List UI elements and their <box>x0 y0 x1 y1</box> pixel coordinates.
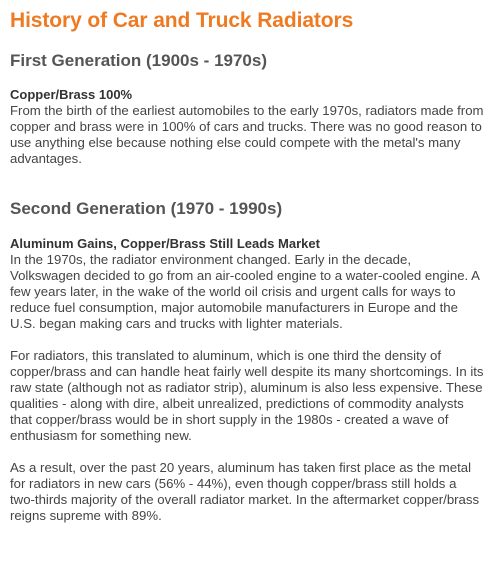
paragraph-second-generation-3: As a result, over the past 20 years, aluminum has taken first place as the metal for radiators in new cars (56% - 44%), even though copper/brass still holds a two-thirds majority of the overall radiator market. In the aftermarket copper/brass reigns supreme with 89%. <box>10 460 480 523</box>
section-heading-second-generation: Second Generation (1970 - 1990s) <box>10 199 283 218</box>
section-subheading-copper-brass: Copper/Brass 100% <box>10 87 133 102</box>
paragraph-second-generation-1: In the 1970s, the radiator environment changed. Early in the decade, Volkswagen decided to go from an air-cooled engine to a water-cooled engine. A few years later, in the wake of the world oil crisis and urgent calls for ways to reduce fuel consumption, major automobile manufacturers in Europe and the U.S. began making cars and trucks with lighter materials. <box>10 252 480 331</box>
section-heading-first-generation: First Generation (1900s - 1970s) <box>10 51 268 70</box>
section-subheading-aluminum-gains: Aluminum Gains, Copper/Brass Still Leads Market <box>10 236 320 251</box>
paragraph-second-generation-2: For radiators, this translated to aluminum, which is one third the density of copper/brass and can handle heat fairly well despite its many shortcomings. In its raw state (although not as radiator strip), aluminum is also less expensive. These qualities - along with dire, albeit unrealized, predictions of commodity analysts that copper/brass would be in short supply in the 1980s - created a wave of enthusiasm for something new. <box>10 348 484 443</box>
page-title: History of Car and Truck Radiators <box>10 9 354 32</box>
paragraph-first-generation: From the birth of the earliest automobiles to the early 1970s, radiators made from copper and brass were in 100% of cars and trucks. There was no good reason to use anything else because nothing else could compete with the metal's many advantages. <box>10 103 484 166</box>
